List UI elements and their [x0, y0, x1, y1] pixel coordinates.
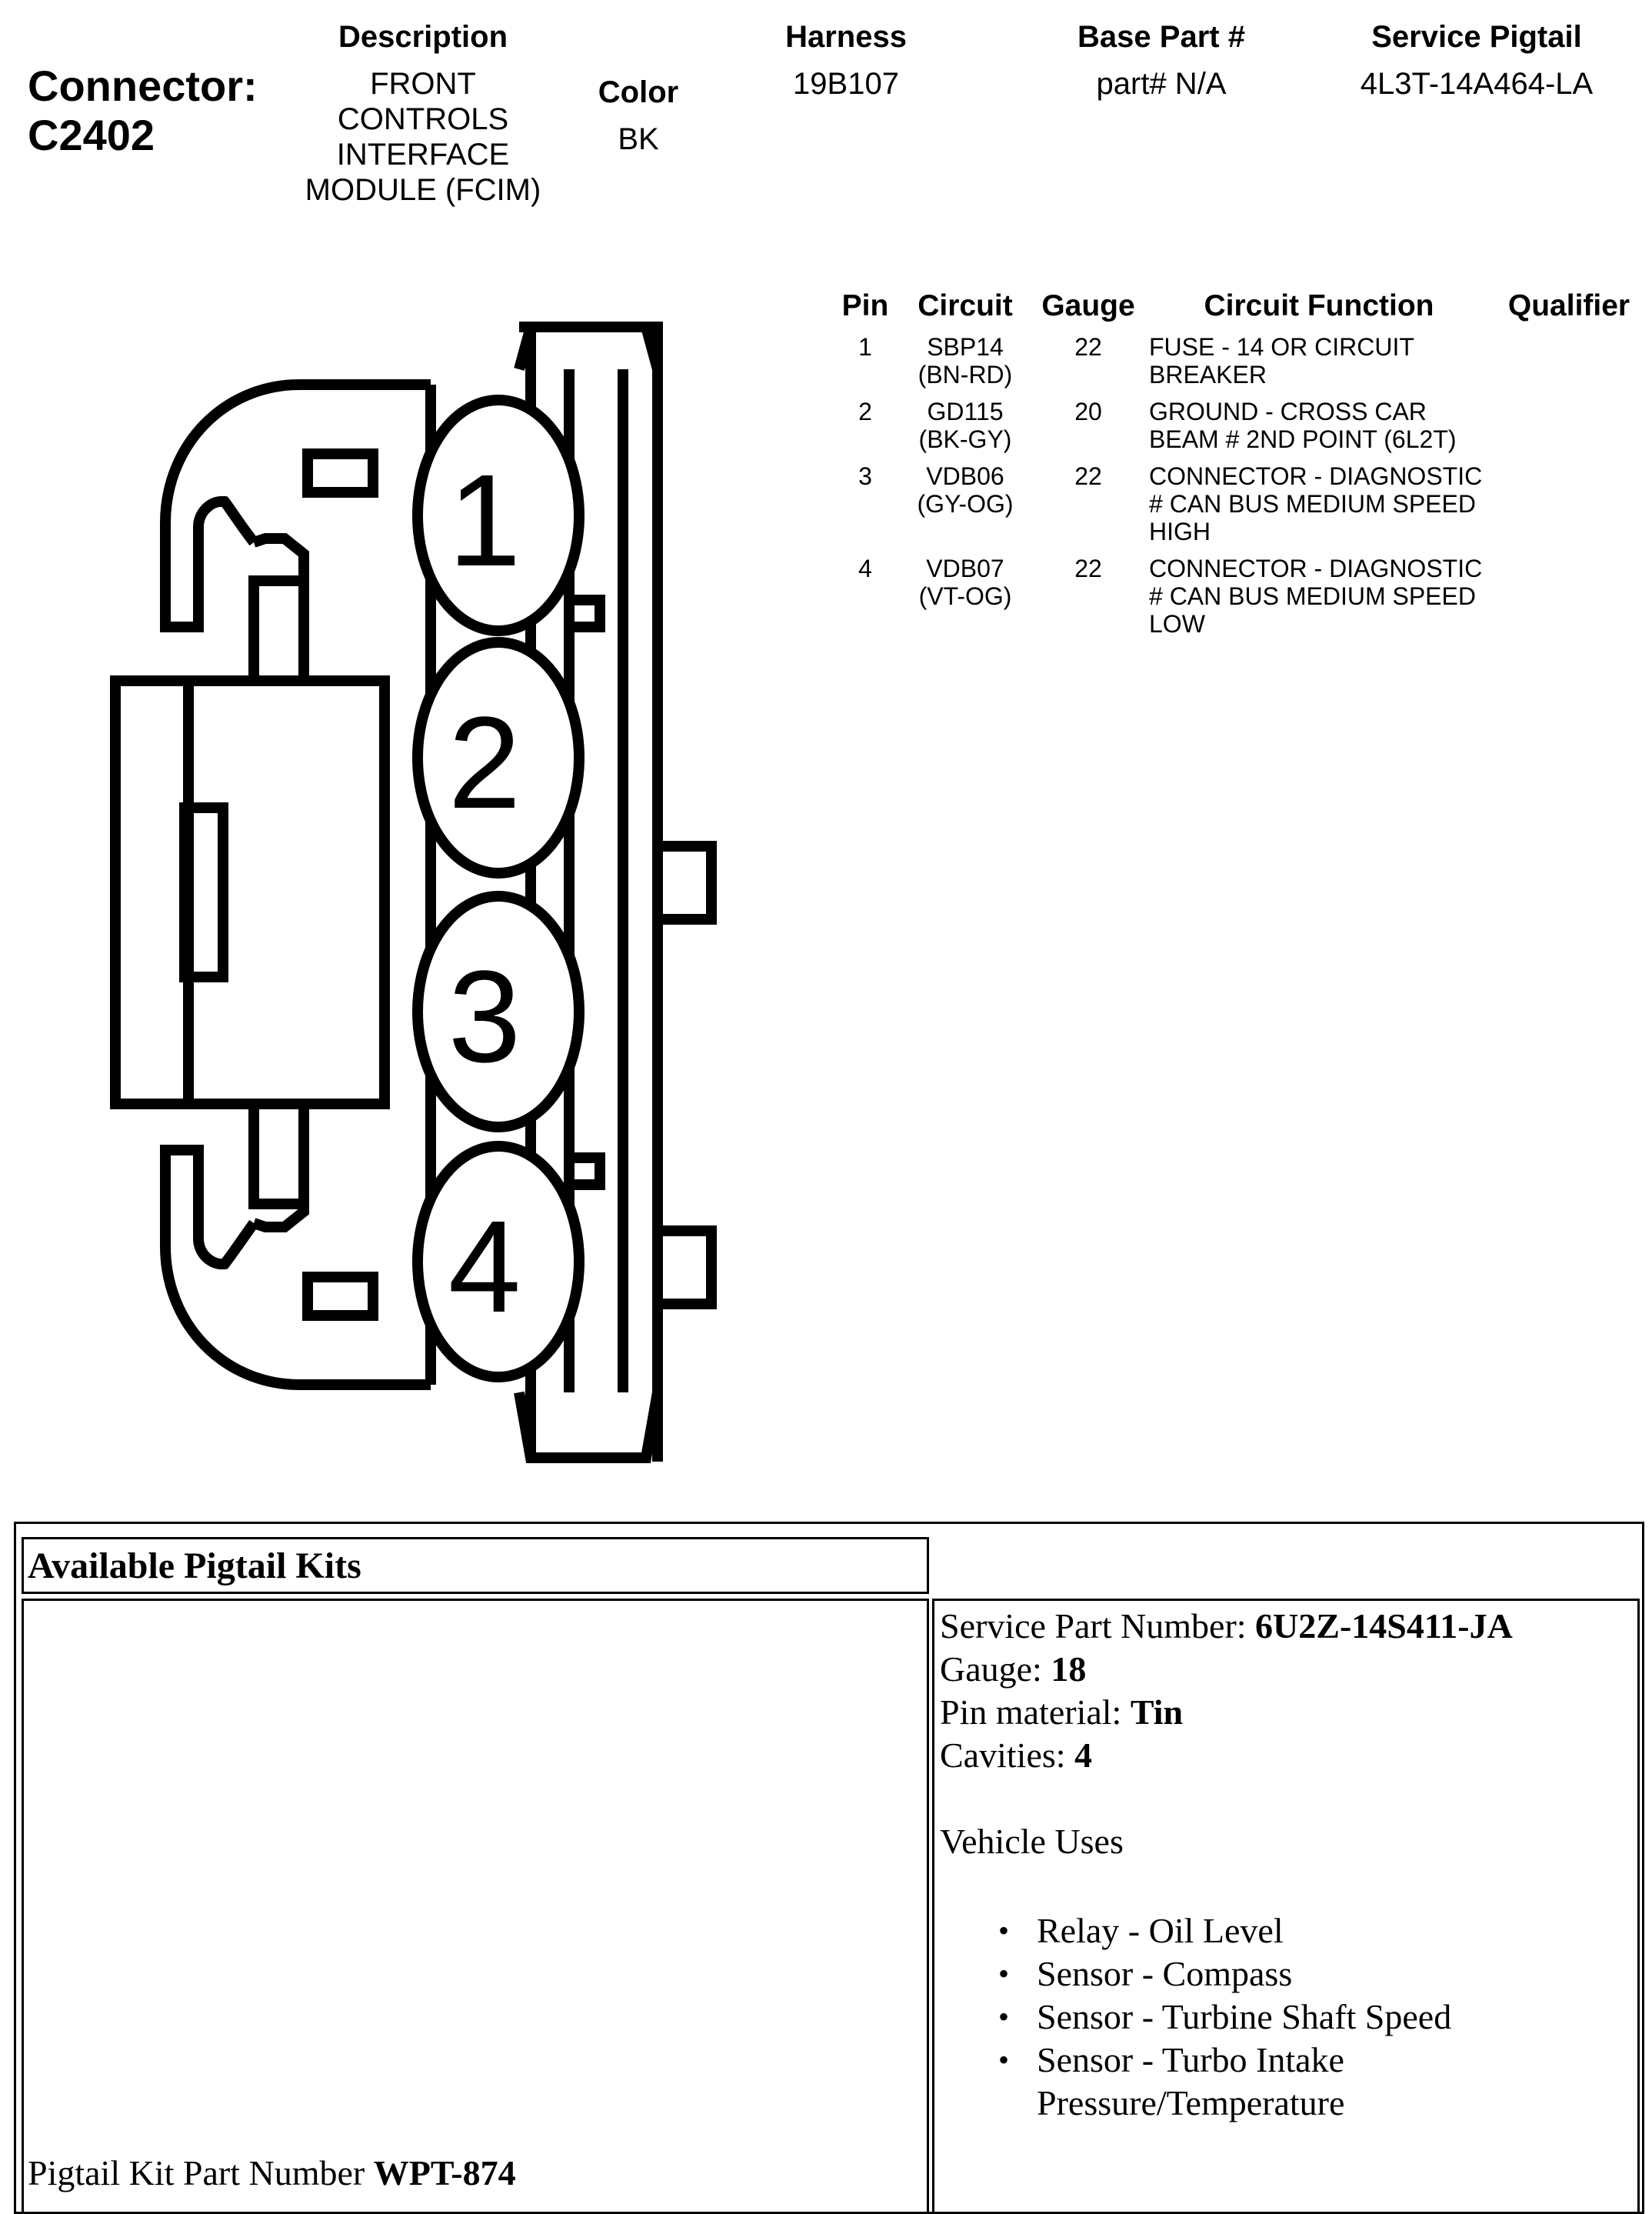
kit-part-label: Pigtail Kit Part Number: [28, 2153, 365, 2192]
function-cell: [1149, 333, 1495, 388]
circuit-id: VDB07: [926, 555, 1004, 582]
pin-number: 2: [858, 398, 872, 425]
service-pigtail-value: 4L3T-14A464-LA: [1360, 67, 1594, 101]
lower-latch-post: [254, 1108, 304, 1204]
circuit-cell: [900, 462, 1031, 518]
function-line: BREAKER: [1149, 361, 1267, 388]
pin-material-value: Tin: [1130, 1692, 1184, 1732]
upper-latch-hook: [254, 538, 304, 581]
circuit-color: (VT-OG): [918, 582, 1012, 610]
cavities-row: [940, 1734, 1606, 1777]
service-part-row: [940, 1605, 1606, 1648]
function-line: # CAN BUS MEDIUM SPEED: [1149, 582, 1476, 610]
description-line: CONTROLS: [337, 102, 509, 136]
function-column-header: Circuit Function: [1204, 289, 1434, 322]
color-value: BK: [618, 122, 659, 156]
description-line: FRONT: [370, 67, 476, 101]
pin-number: 4: [858, 555, 872, 582]
service-part-label: Service Part Number:: [940, 1606, 1247, 1645]
pin-material-label: Pin material:: [940, 1692, 1122, 1732]
circuit-color: (GY-OG): [917, 490, 1014, 518]
circuit-id: GD115: [927, 398, 1004, 425]
list-item: [998, 1952, 1606, 1996]
shell-upper-arc: [165, 385, 431, 627]
connector-id: C2402: [28, 111, 155, 159]
function-cell: [1149, 555, 1495, 638]
circuit-id: VDB06: [926, 462, 1004, 490]
harness-value: 19B107: [793, 67, 899, 101]
pin-material-row: [940, 1691, 1606, 1734]
connector-label: Connector:: [28, 62, 258, 110]
connector-title: [28, 62, 258, 160]
description-line: MODULE (FCIM): [305, 173, 541, 207]
right-key-lower: [658, 1231, 711, 1304]
circuit-color: (BN-RD): [918, 361, 1013, 388]
function-line: BEAM # 2ND POINT (6L2T): [1149, 425, 1457, 453]
cavities-value: 4: [1074, 1736, 1093, 1775]
gauge-label: Gauge:: [940, 1649, 1042, 1689]
lower-latch-tab: [308, 1277, 373, 1315]
connector-face-diagram: [0, 292, 769, 1492]
bullet-icon: •: [998, 1999, 1010, 2034]
gauge-value: 18: [1051, 1649, 1087, 1689]
upper-latch-tab: [308, 454, 373, 492]
vehicle-use: Sensor - Turbo Intake Pressure/Temperature: [1037, 2040, 1345, 2122]
pigtail-image-box: [22, 1599, 929, 2214]
function-line: # CAN BUS MEDIUM SPEED: [1149, 490, 1476, 518]
kit-part-number: [28, 2152, 516, 2193]
vehicle-uses-label: Vehicle Uses: [940, 1822, 1124, 1861]
description-line: INTERFACE: [336, 138, 510, 172]
bullet-icon: •: [998, 2042, 1010, 2077]
pigtail-kits-title: Available Pigtail Kits: [28, 1545, 361, 1586]
pin-label-3: 3: [448, 944, 521, 1090]
color-header: Color: [598, 75, 679, 109]
pin-column-header: Pin: [841, 289, 889, 322]
vehicle-use: Sensor - Turbine Shaft Speed: [1037, 1997, 1452, 2036]
circuit-cell: [900, 555, 1031, 610]
circuit-cell: [900, 398, 1031, 453]
function-cell: [1149, 398, 1495, 453]
base-part-header: Base Part #: [1077, 20, 1245, 54]
pin-label-1: 1: [448, 448, 521, 594]
circuit-id: SBP14: [927, 333, 1004, 361]
gauge-row: [940, 1648, 1606, 1691]
shell-lower-arc: [165, 1150, 431, 1385]
function-line: CONNECTOR - DIAGNOSTIC: [1149, 555, 1483, 582]
harness-header: Harness: [785, 20, 907, 54]
list-item: [998, 1909, 1606, 1952]
gauge-column-header: Gauge: [1041, 289, 1135, 322]
circuit-cell: [900, 333, 1031, 388]
vehicle-uses-list: [998, 1909, 1606, 2125]
service-pigtail-header: Service Pigtail: [1371, 20, 1582, 54]
connector-body: [115, 681, 385, 1104]
list-item: [998, 1996, 1606, 2039]
pin-number: 1: [858, 333, 872, 361]
function-cell: [1149, 462, 1495, 545]
upper-latch-post: [254, 581, 304, 677]
vehicle-use: Sensor - Compass: [1037, 1954, 1293, 1993]
kit-part-value: WPT-874: [373, 2153, 516, 2192]
function-line: FUSE - 14 OR CIRCUIT: [1149, 333, 1414, 361]
pin-number: 3: [858, 462, 872, 490]
cavities-label: Cavities:: [940, 1736, 1066, 1775]
pigtail-details: [940, 1605, 1606, 2125]
gauge-cell: 22: [1074, 555, 1102, 582]
gauge-cell: 20: [1074, 398, 1102, 425]
function-line: CONNECTOR - DIAGNOSTIC: [1149, 462, 1483, 490]
function-line: HIGH: [1149, 518, 1211, 545]
pin-label-2: 2: [448, 690, 521, 836]
circuit-column-header: Circuit: [918, 289, 1013, 322]
right-key-upper: [658, 846, 711, 919]
gauge-cell: 22: [1074, 462, 1102, 490]
bullet-icon: •: [998, 1913, 1010, 1948]
description-header: Description: [338, 20, 508, 54]
top-cap: [519, 327, 658, 369]
qualifier-column-header: Qualifier: [1507, 289, 1630, 322]
circuit-color: (BK-GY): [918, 425, 1012, 453]
gauge-cell: 22: [1074, 333, 1102, 361]
pin-label-4: 4: [448, 1194, 521, 1340]
list-item: [998, 2039, 1606, 2125]
function-line: GROUND - CROSS CAR: [1149, 398, 1427, 425]
bullet-icon: •: [998, 1956, 1010, 1991]
service-part-value: 6U2Z-14S411-JA: [1255, 1606, 1513, 1645]
description-value: [261, 66, 585, 208]
vehicle-use: Relay - Oil Level: [1037, 1911, 1284, 1950]
function-line: LOW: [1149, 610, 1205, 638]
bottom-cap: [519, 1392, 658, 1458]
base-part-value: part# N/A: [1096, 67, 1227, 101]
